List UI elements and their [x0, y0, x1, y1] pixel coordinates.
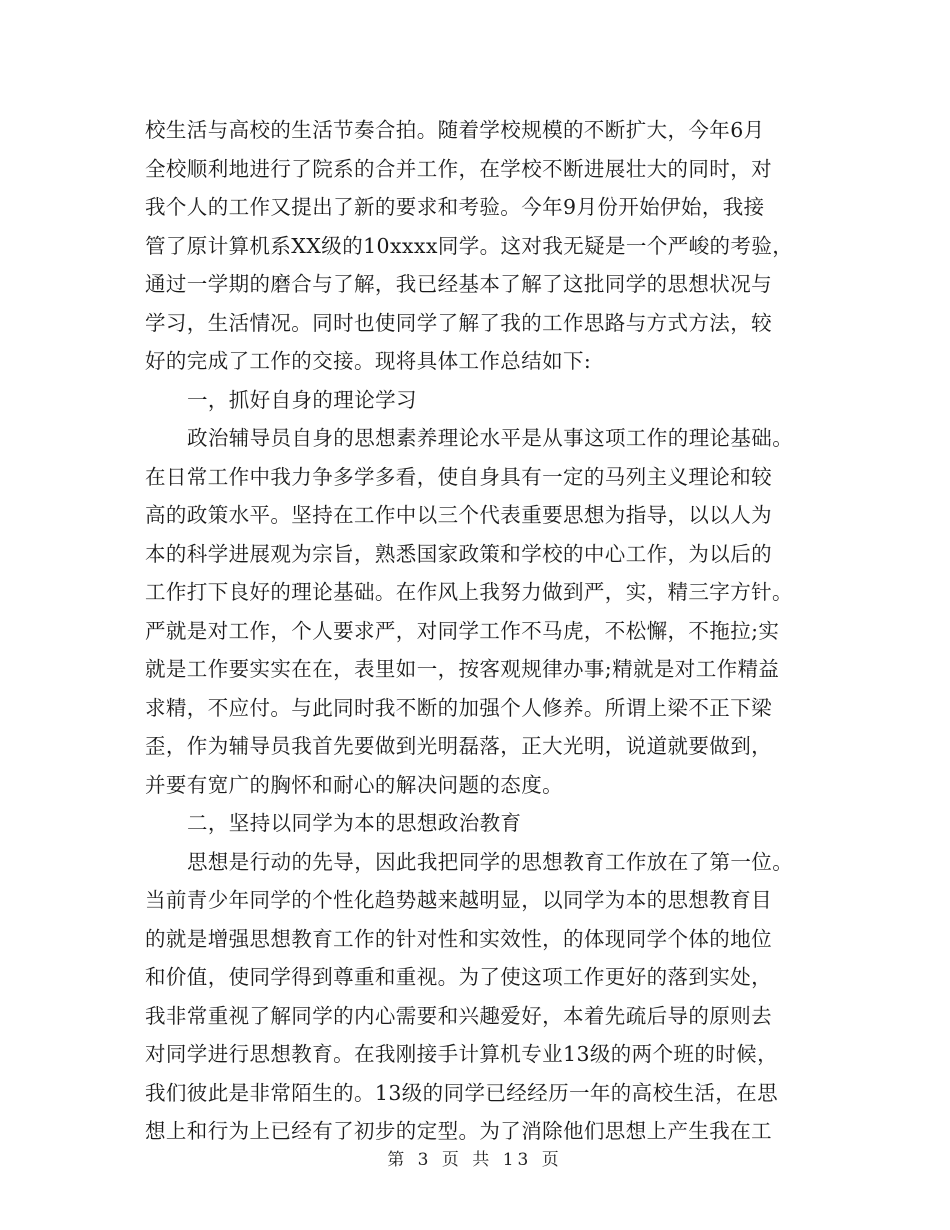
body-line: 全校顺利地进行了院系的合并工作，在学校不断进展壮大的同时，对 — [145, 156, 772, 181]
body-line: 的就是增强思想教育工作的针对性和实效性，的体现同学个体的地位 — [145, 926, 772, 951]
document-body — [145, 111, 810, 1151]
page-number-footer: 第 3 页 共 13 页 — [387, 1150, 563, 1170]
body-line: 我非常重视了解同学的内心需要和兴趣爱好，本着先疏后导的原则去 — [145, 1003, 772, 1028]
body-line: 歪，作为辅导员我首先要做到光明磊落，正大光明，说道就要做到， — [145, 734, 772, 758]
body-line: 就是工作要实实在在，表里如一，按客观规律办事;精就是对工作精益 — [145, 657, 780, 681]
body-line: 好的完成了工作的交接。现将具体工作总结如下: — [145, 349, 592, 373]
body-line: 政治辅导员自身的思想素养理论水平是从事这项工作的理论基础。 — [187, 426, 794, 450]
body-line: 严就是对工作，个人要求严，对同学工作不马虎，不松懈，不拖拉;实 — [145, 618, 780, 643]
body-line: 求精，不应付。与此同时我不断的加强个人修养。所谓上梁不正下梁 — [145, 695, 772, 720]
section-heading-1: 一，抓好自身的理论学习 — [187, 387, 417, 412]
body-line: 在日常工作中我力争多学多看，使自身具有一定的马列主义理论和较 — [145, 464, 772, 489]
body-line: 想上和行为上已经有了初步的定型。为了消除他们思想上产生我在工 — [145, 1119, 772, 1143]
body-line: 并要有宽广的胸怀和耐心的解决问题的态度。 — [145, 772, 563, 797]
body-line: 我个人的工作又提出了新的要求和考验。今年9月份开始伊始，我接 — [145, 195, 765, 219]
body-line: 通过一学期的磨合与了解，我已经基本了解了这批同学的思想状况与 — [145, 272, 772, 296]
body-line: 和价值，使同学得到尊重和重视。为了使这项工作更好的落到实处， — [145, 965, 772, 989]
body-line: 校生活与高校的生活节奏合拍。随着学校规模的不断扩大，今年6月 — [145, 118, 765, 142]
body-line: 本的科学进展观为宗旨，熟悉国家政策和学校的中心工作，为以后的 — [145, 541, 772, 566]
body-line: 高的政策水平。坚持在工作中以三个代表重要思想为指导，以以人为 — [145, 503, 772, 527]
section-heading-2: 二，坚持以同学为本的思想政治教育 — [187, 811, 522, 835]
body-line: 工作打下良好的理论基础。在作风上我努力做到严，实，精三字方针。 — [145, 580, 793, 604]
body-line: 思想是行动的先导，因此我把同学的思想教育工作放在了第一位。 — [187, 849, 794, 874]
body-line: 管了原计算机系XX级的10xxxx同学。这对我无疑是一个严峻的考验， — [145, 233, 794, 258]
body-line: 我们彼此是非常陌生的。13级的同学已经经历一年的高校生活，在思 — [145, 1080, 778, 1105]
body-line: 学习，生活情况。同时也使同学了解了我的工作思路与方式方法，较 — [145, 310, 772, 335]
body-line: 对同学进行思想教育。在我刚接手计算机专业13级的两个班的时候， — [145, 1042, 778, 1066]
body-line: 当前青少年同学的个性化趋势越来越明显，以同学为本的思想教育目 — [145, 888, 772, 912]
